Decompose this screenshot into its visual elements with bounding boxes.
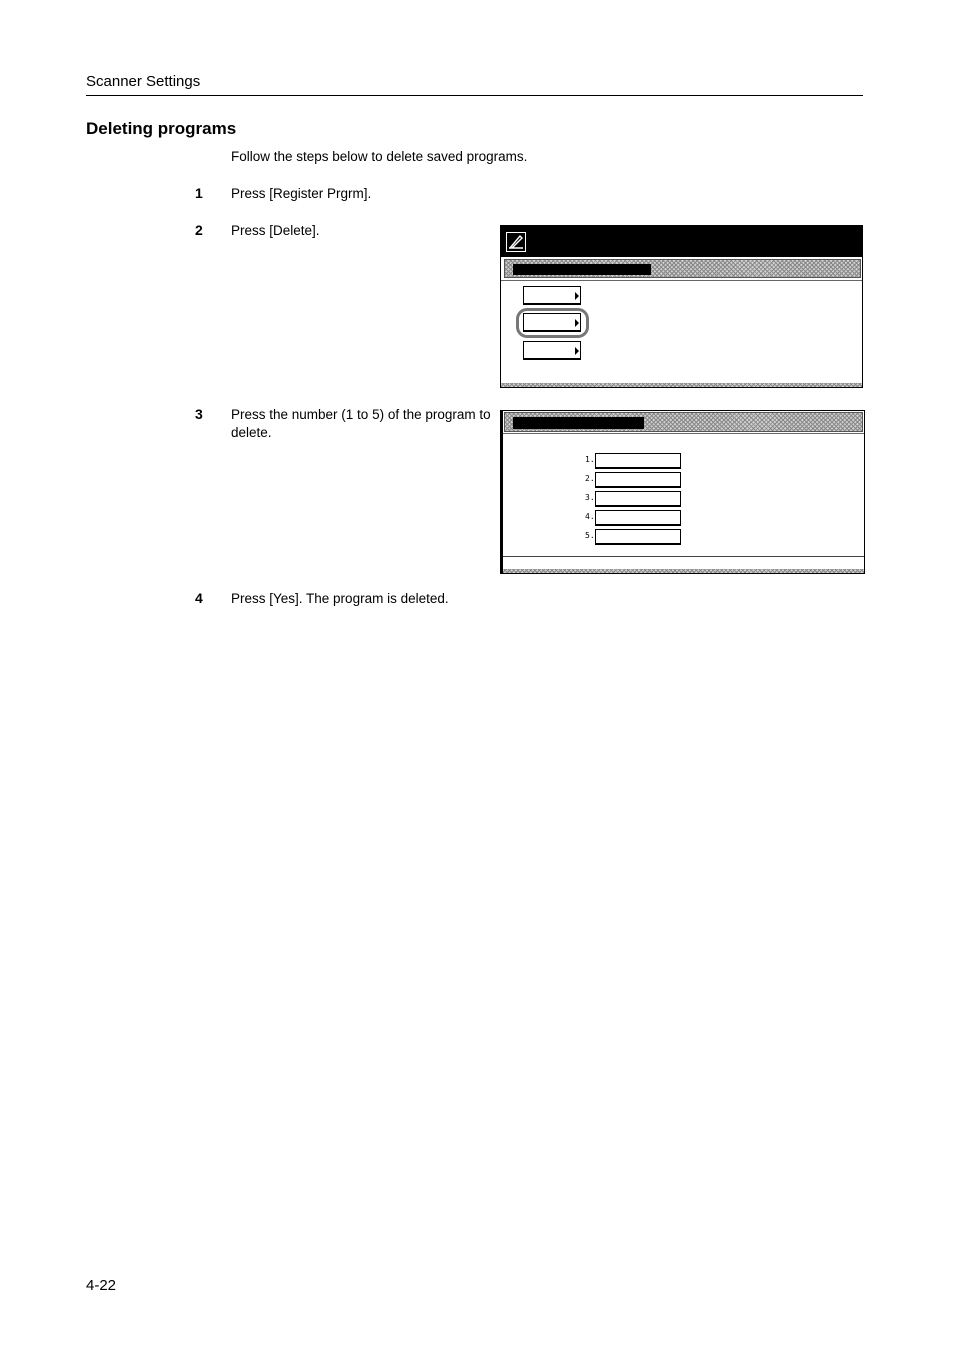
header-title: Scanner Settings [86, 73, 201, 90]
menu-header-bar [504, 259, 861, 278]
program-5-button[interactable] [595, 529, 681, 545]
arrow-right-icon [575, 347, 579, 355]
bottom-strip [503, 569, 864, 573]
register-button[interactable] [523, 286, 581, 305]
delete-button-highlight [516, 308, 589, 338]
step-3-text: Press the number (1 to 5) of the program to delete. [231, 407, 491, 440]
divider [501, 280, 862, 281]
divider [503, 433, 864, 434]
page-number: 4-22 [86, 1277, 117, 1294]
register-program-screen [500, 225, 863, 388]
program-number-label: 2. [585, 474, 595, 483]
step-2-text: Press [Delete]. [231, 223, 320, 238]
program-3-button[interactable] [595, 491, 681, 507]
intro-text: Follow the steps below to delete saved programs. [231, 149, 528, 164]
arrow-right-icon [575, 292, 579, 300]
select-header-bar [504, 412, 863, 432]
bottom-strip [501, 383, 862, 387]
step-3-number: 3 [195, 406, 203, 422]
program-4-button[interactable] [595, 510, 681, 526]
step-4-number: 4 [195, 590, 203, 606]
screen-title-bar [501, 226, 862, 257]
program-2-button[interactable] [595, 472, 681, 488]
step-4-text: Press [Yes]. The program is deleted. [231, 591, 449, 606]
step-2-number: 2 [195, 222, 203, 238]
step-1-text: Press [Register Prgrm]. [231, 186, 372, 201]
menu-title-block [513, 264, 651, 275]
program-number-label: 1. [585, 455, 595, 464]
divider [503, 556, 864, 557]
program-select-screen [500, 410, 865, 574]
scanner-icon [506, 232, 526, 252]
change-button[interactable] [523, 341, 581, 360]
program-number-label: 5. [585, 531, 595, 540]
program-number-label: 4. [585, 512, 595, 521]
select-title-block [513, 417, 644, 429]
program-number-label: 3. [585, 493, 595, 502]
step-1-number: 1 [195, 185, 203, 201]
program-1-button[interactable] [595, 453, 681, 469]
header-divider [86, 95, 863, 96]
section-title: Deleting programs [86, 119, 237, 138]
